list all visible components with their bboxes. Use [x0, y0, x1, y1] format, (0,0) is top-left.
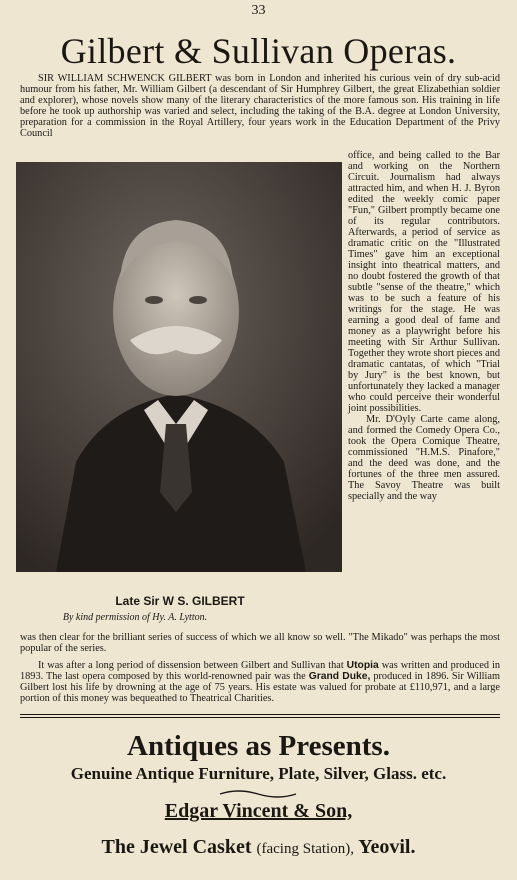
advert-subline: Genuine Antique Furniture, Plate, Silver, Glass. etc.: [70, 764, 447, 783]
advert-address: [0, 836, 517, 859]
section-divider: [20, 714, 500, 715]
column-part-two: Mr. D'Oyly Carte came along, and formed the Comedy Opera Co., took the Opera Comique Theatre, commissioned "H.M.S. Pinafore," and the deed was done, and the fortunes of the three men assured. The Savoy Theatre was built specially and the way: [348, 414, 500, 502]
advert-firm-name: Edgar Vincent & Son,: [164, 800, 353, 822]
swash-ornament: [218, 790, 298, 798]
advert-headline: Antiques as Presents.: [127, 730, 390, 762]
article-title: Gilbert & Sullivan Operas.: [60, 31, 457, 71]
advert-town: Yeovil.: [358, 836, 416, 858]
advert-location-note: (facing Station),: [256, 841, 354, 857]
page-number: 33: [251, 3, 266, 18]
portrait-illustration: [16, 162, 342, 572]
portrait-photo: [16, 162, 342, 572]
article-paragraph-continued: was then clear for the brilliant series of success of which we all know so well. "The Mikado" was perhaps the most popular of the series.: [20, 632, 500, 654]
photo-caption: Late Sir W S. GILBERT: [115, 594, 245, 608]
article-paragraph-final: It was after a long period of dissension between Gilbert and Sullivan that Utopia was written and produced in 1893. The last opera composed by this world-renowned pair was the Grand Duke, produced in 1896. Sir William Gilbert lost his life by drowning at the age of 75 years. His estate was valued for probate at £110,971, and a large portion of this money was bequeathed to Theatrical Charities.: [20, 660, 500, 704]
column-part-one: office, and being called to the Bar and working on the Northern Circuit. Journalism had always attracted him, and when H. J. Byron edited the weekly comic paper "Fun," Gilbert promptly became one of its regular contributors. Afterwards, a period of service as dramatic critic on the "Illustrated Times" gave him an exceptional insight into theatrical matters, and no doubt fostered the growth of that subtle "sense of the theatre," which was to be such a feature of his writings for the stage. He was earning a good deal of fame and money as a playwright before his meeting with Sir Arthur Sullivan. Together they wrote short pieces and dramatic cantatas, of which "Trial by Jury" is the best known, but unfortunately they lacked a manager who could perceive their wonderful joint possibilities.: [348, 150, 500, 414]
photo-credit: By kind permission of Hy. A. Lytton.: [62, 612, 208, 623]
article-column-text: [348, 150, 500, 502]
advert-shop-name: The Jewel Casket: [101, 836, 252, 858]
section-divider-second: [20, 717, 500, 718]
opera-name-utopia: Utopia: [346, 660, 379, 671]
article-paragraph-intro: SIR WILLIAM SCHWENCK GILBERT was born in London and inherited his curious vein of dry sub-acid humour from his father, Mr. William Gilbert (a descendant of Sir Humphrey Gilbert, the great Elizabethian soldier and explorer), whose novels show many of the literary characteristics of the more famous son. His training in life before he took up authorship was varied and select, including the taking of the B.A. degree at London University, preparation for a commission in the Royal Artillery, four years work in the Education Department of the Privy Council: [20, 73, 500, 139]
opera-name-grand-duke: Grand Duke,: [308, 671, 371, 682]
